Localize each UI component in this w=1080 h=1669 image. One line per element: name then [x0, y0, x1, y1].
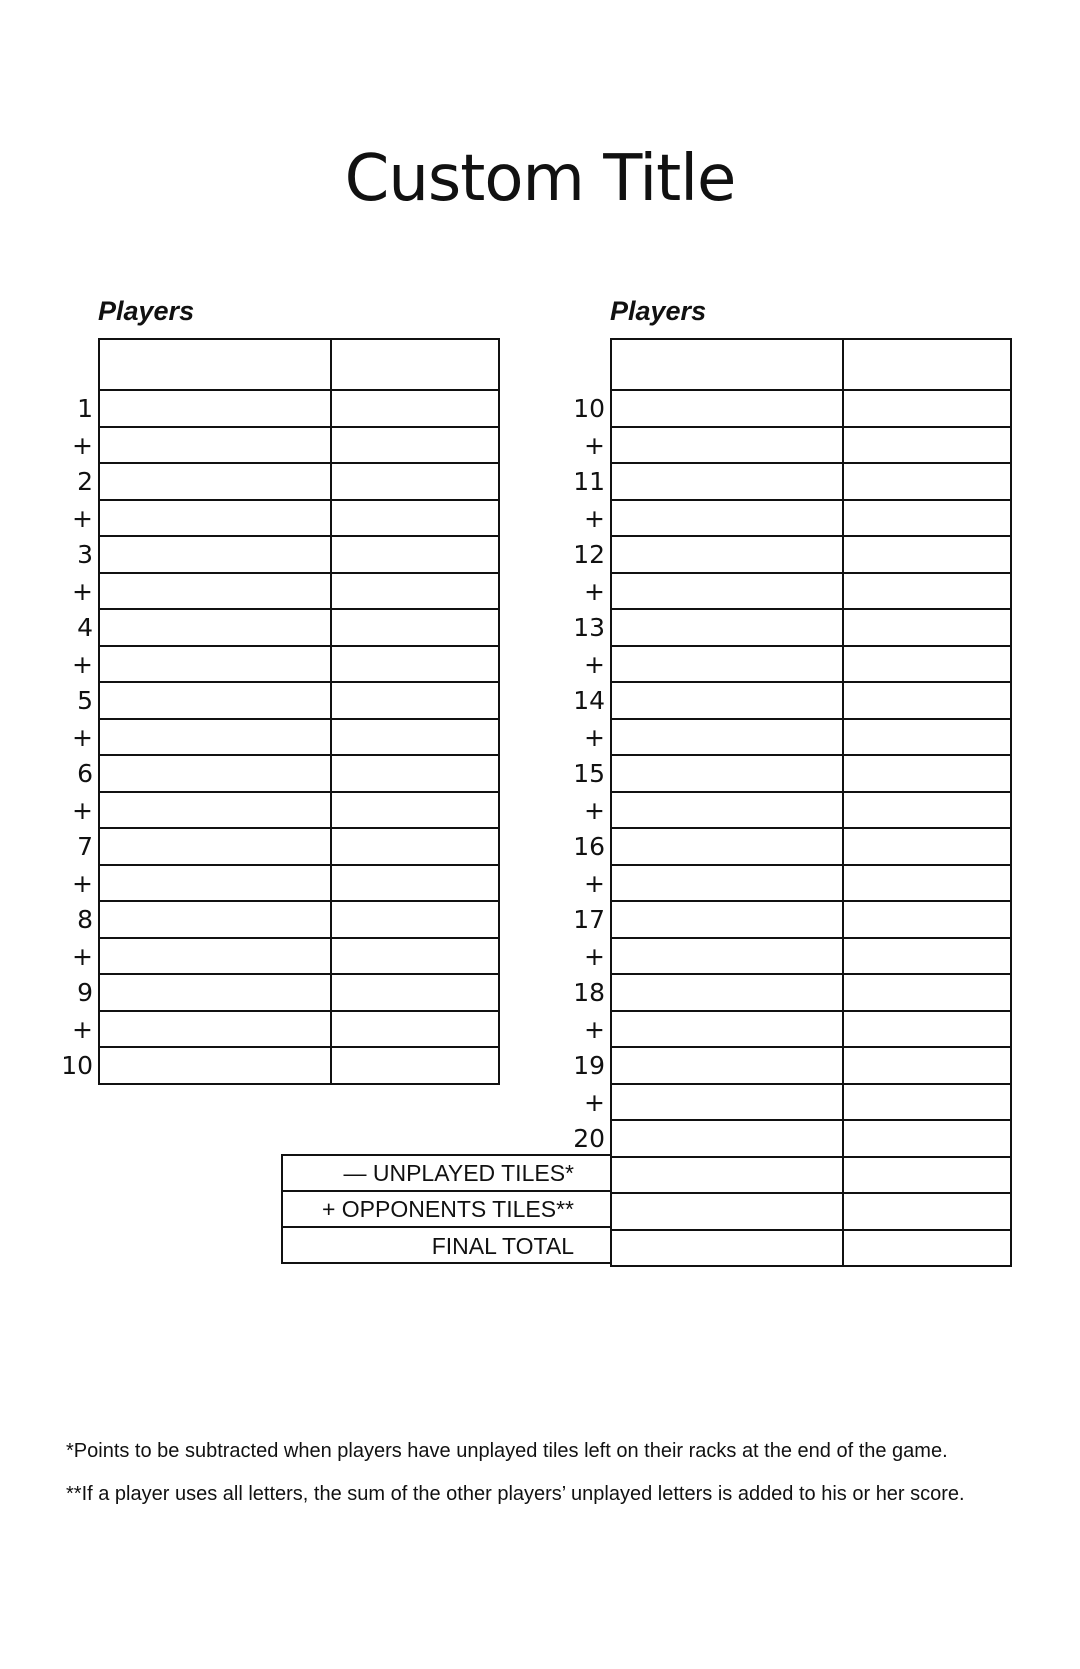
player-name-cell[interactable] [330, 338, 500, 391]
score-cell[interactable] [610, 973, 844, 1012]
score-cell[interactable] [610, 389, 844, 428]
unplayed-tiles-label: — UNPLAYED TILES* [343, 1160, 574, 1186]
score-cell[interactable] [610, 1046, 844, 1085]
turn-label: + [584, 649, 605, 679]
totals-divider [281, 1190, 612, 1192]
score-cell[interactable] [330, 426, 500, 465]
score-cell[interactable] [610, 645, 844, 684]
score-cell[interactable] [98, 754, 332, 793]
turn-label: + [72, 722, 93, 752]
turn-label: + [72, 941, 93, 971]
left-players-label: Players [98, 296, 195, 326]
score-cell[interactable] [98, 608, 332, 647]
turn-label: 3 [77, 540, 93, 569]
totals-divider [281, 1226, 612, 1228]
score-cell[interactable] [842, 499, 1012, 538]
turn-label: + [72, 795, 93, 825]
score-cell[interactable] [98, 389, 332, 428]
score-cell[interactable] [842, 864, 1012, 903]
turn-label: 16 [573, 832, 605, 861]
turn-label: + [584, 503, 605, 533]
score-cell[interactable] [842, 1083, 1012, 1122]
score-cell[interactable] [330, 645, 500, 684]
score-cell[interactable] [610, 1010, 844, 1049]
score-cell[interactable] [98, 1010, 332, 1049]
total-score-cell[interactable] [842, 1156, 1012, 1195]
turn-label: 10 [573, 394, 605, 423]
turn-label: + [584, 868, 605, 898]
turn-label: 20 [573, 1124, 605, 1153]
turn-label: + [584, 1014, 605, 1044]
player-name-cell[interactable] [610, 338, 844, 391]
score-cell[interactable] [330, 681, 500, 720]
turn-label: + [72, 868, 93, 898]
score-cell[interactable] [610, 1119, 844, 1158]
score-cell[interactable] [98, 462, 332, 501]
score-cell[interactable] [98, 791, 332, 830]
score-cell[interactable] [842, 1119, 1012, 1158]
total-score-cell[interactable] [610, 1156, 844, 1195]
score-cell[interactable] [610, 754, 844, 793]
turn-label: + [72, 576, 93, 606]
turn-label: 17 [573, 905, 605, 934]
score-cell[interactable] [98, 937, 332, 976]
score-cell[interactable] [610, 900, 844, 939]
score-cell[interactable] [98, 973, 332, 1012]
score-cell[interactable] [842, 900, 1012, 939]
score-cell[interactable] [842, 608, 1012, 647]
score-cell[interactable] [610, 499, 844, 538]
score-cell[interactable] [842, 572, 1012, 611]
score-cell[interactable] [842, 681, 1012, 720]
score-cell[interactable] [98, 827, 332, 866]
turn-label: + [72, 649, 93, 679]
score-cell[interactable] [842, 718, 1012, 757]
turn-label: + [584, 722, 605, 752]
turn-label: + [584, 941, 605, 971]
score-cell[interactable] [330, 718, 500, 757]
total-score-cell[interactable] [610, 1192, 844, 1231]
score-cell[interactable] [610, 827, 844, 866]
right-players-label: Players [610, 296, 707, 326]
score-cell[interactable] [610, 608, 844, 647]
turn-label: 5 [77, 686, 93, 715]
turn-label: 9 [77, 978, 93, 1007]
turn-label: 19 [573, 1051, 605, 1080]
score-cell[interactable] [842, 462, 1012, 501]
score-cell[interactable] [842, 1010, 1012, 1049]
score-cell[interactable] [98, 572, 332, 611]
score-cell[interactable] [610, 937, 844, 976]
turn-label: + [72, 503, 93, 533]
score-cell[interactable] [842, 937, 1012, 976]
turn-label: + [584, 1087, 605, 1117]
score-cell[interactable] [330, 791, 500, 830]
score-cell[interactable] [330, 900, 500, 939]
score-cell[interactable] [98, 426, 332, 465]
turn-label: 10 [61, 1051, 93, 1080]
turn-label: 18 [573, 978, 605, 1007]
score-cell[interactable] [842, 389, 1012, 428]
turn-label: + [72, 430, 93, 460]
total-score-cell[interactable] [610, 1229, 844, 1268]
score-cell[interactable] [842, 791, 1012, 830]
turn-label: 4 [77, 613, 93, 642]
score-cell[interactable] [842, 426, 1012, 465]
total-score-cell[interactable] [842, 1192, 1012, 1231]
total-score-cell[interactable] [842, 1229, 1012, 1268]
score-cell[interactable] [98, 645, 332, 684]
score-cell[interactable] [330, 608, 500, 647]
score-cell[interactable] [842, 535, 1012, 574]
score-cell[interactable] [98, 499, 332, 538]
score-cell[interactable] [610, 864, 844, 903]
score-cell[interactable] [330, 864, 500, 903]
score-cell[interactable] [330, 499, 500, 538]
turn-label: + [72, 1014, 93, 1044]
score-cell[interactable] [98, 718, 332, 757]
turn-label: 11 [573, 467, 605, 496]
turn-label: 1 [77, 394, 93, 423]
turn-label: 6 [77, 759, 93, 788]
turn-label: 12 [573, 540, 605, 569]
score-cell[interactable] [98, 535, 332, 574]
score-cell[interactable] [98, 900, 332, 939]
score-cell[interactable] [842, 1046, 1012, 1085]
score-cell[interactable] [330, 462, 500, 501]
score-cell[interactable] [610, 718, 844, 757]
score-cell[interactable] [330, 535, 500, 574]
score-cell[interactable] [330, 754, 500, 793]
score-cell[interactable] [330, 973, 500, 1012]
score-cell[interactable] [842, 645, 1012, 684]
turn-label: 2 [77, 467, 93, 496]
turn-label: 13 [573, 613, 605, 642]
score-cell[interactable] [610, 535, 844, 574]
player-name-cell[interactable] [842, 338, 1012, 391]
turn-label: 15 [573, 759, 605, 788]
footnote-unplayed: *Points to be subtracted when players have unplayed tiles left on their racks at the end of the game. [66, 1440, 948, 1462]
score-cell[interactable] [330, 827, 500, 866]
turn-label: + [584, 430, 605, 460]
score-cell[interactable] [842, 973, 1012, 1012]
score-cell[interactable] [330, 1046, 500, 1085]
player-name-cell[interactable] [98, 338, 332, 391]
score-cell[interactable] [842, 754, 1012, 793]
score-cell[interactable] [610, 426, 844, 465]
score-cell[interactable] [610, 572, 844, 611]
turn-label: 8 [77, 905, 93, 934]
score-cell[interactable] [330, 389, 500, 428]
footnote-opponents: **If a player uses all letters, the sum of the other players’ unplayed letters is added to his or her score. [66, 1483, 965, 1505]
score-cell[interactable] [610, 681, 844, 720]
score-cell[interactable] [330, 572, 500, 611]
score-cell[interactable] [330, 1010, 500, 1049]
score-cell[interactable] [610, 1083, 844, 1122]
score-cell[interactable] [98, 681, 332, 720]
turn-label: + [584, 795, 605, 825]
score-cell[interactable] [610, 462, 844, 501]
score-cell[interactable] [842, 827, 1012, 866]
opponents-tiles-label: + OPPONENTS TILES** [321, 1196, 574, 1222]
page-title: Custom Title [344, 142, 736, 216]
score-cell[interactable] [98, 864, 332, 903]
turn-label: 14 [573, 686, 605, 715]
final-total-label: FINAL TOTAL [431, 1233, 574, 1259]
score-cell[interactable] [330, 937, 500, 976]
score-cell[interactable] [98, 1046, 332, 1085]
score-cell[interactable] [610, 791, 844, 830]
turn-label: + [584, 576, 605, 606]
turn-label: 7 [77, 832, 93, 861]
